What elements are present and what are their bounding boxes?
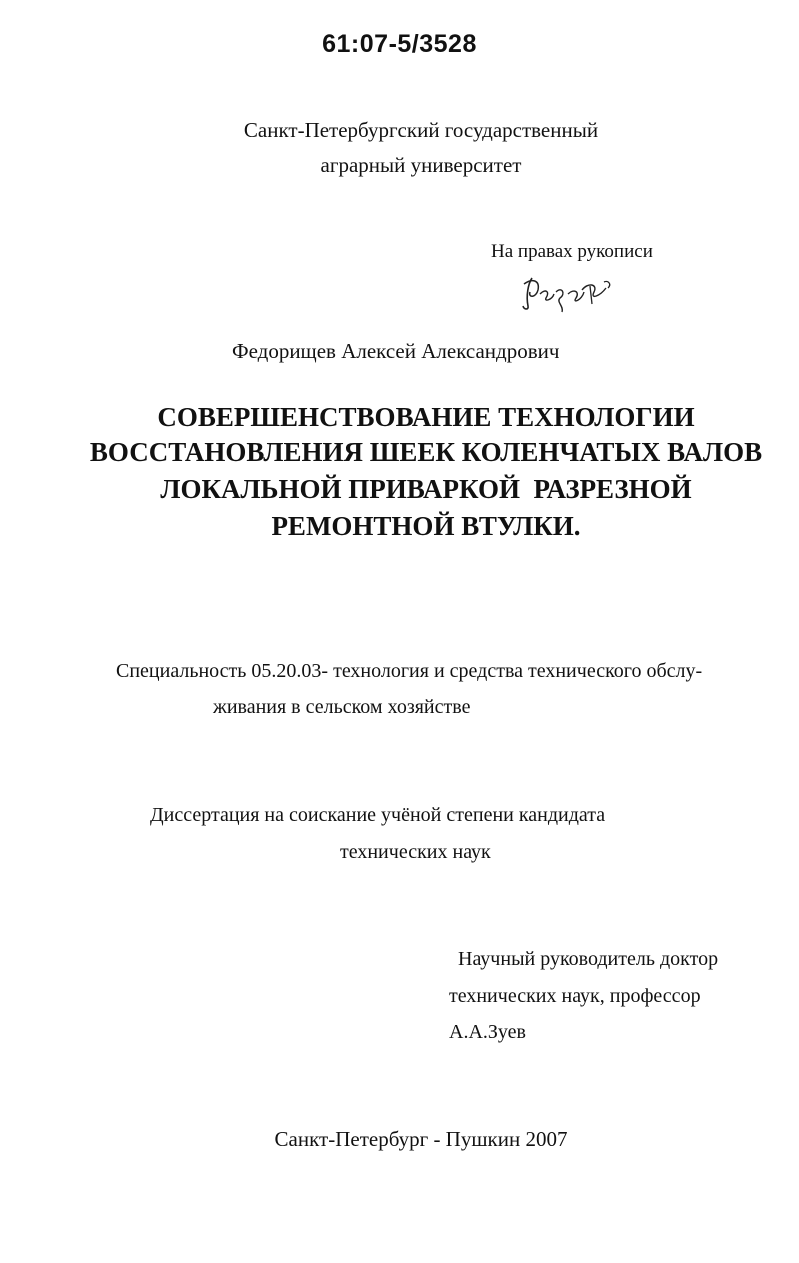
- thesis-title-line-4: РЕМОНТНОЙ ВТУЛКИ.: [271, 511, 581, 541]
- city-year: Санкт-Петербург - Пушкин 2007: [274, 1127, 568, 1151]
- university-name-line-2: аграрный университет: [320, 153, 522, 177]
- thesis-title-line-2: ВОССТАНОВЛЕНИЯ ШЕЕК КОЛЕНЧАТЫХ ВАЛОВ: [89, 437, 763, 467]
- university-name-line-1: Санкт-Петербургский государственный: [243, 118, 599, 142]
- thesis-title-line-1: СОВЕРШЕНСТВОВАНИЕ ТЕХНОЛОГИИ: [157, 402, 695, 432]
- advisor-line-1: Научный руководитель доктор: [458, 948, 719, 970]
- thesis-title-line-3: ЛОКАЛЬНОЙ ПРИВАРКОЙ РАЗРЕЗНОЙ: [160, 474, 692, 504]
- catalog-number: 61:07-5/3528: [322, 30, 477, 58]
- advisor-line-2: технических наук, профессор: [449, 985, 701, 1007]
- specialty-line-2: живания в сельском хозяйстве: [213, 696, 471, 718]
- dissertation-line-2: технических наук: [340, 841, 491, 863]
- manuscript-rights-note: На правах рукописи: [491, 241, 653, 262]
- specialty-line-1: Специальность 05.20.03- технология и средства технического обслу-: [116, 660, 703, 682]
- dissertation-line-1: Диссертация на соискание учёной степени кандидата: [150, 804, 606, 826]
- advisor-name: А.А.Зуев: [449, 1021, 526, 1043]
- handwritten-signature: [518, 270, 618, 318]
- author-name: Федорищев Алексей Александрович: [232, 339, 560, 363]
